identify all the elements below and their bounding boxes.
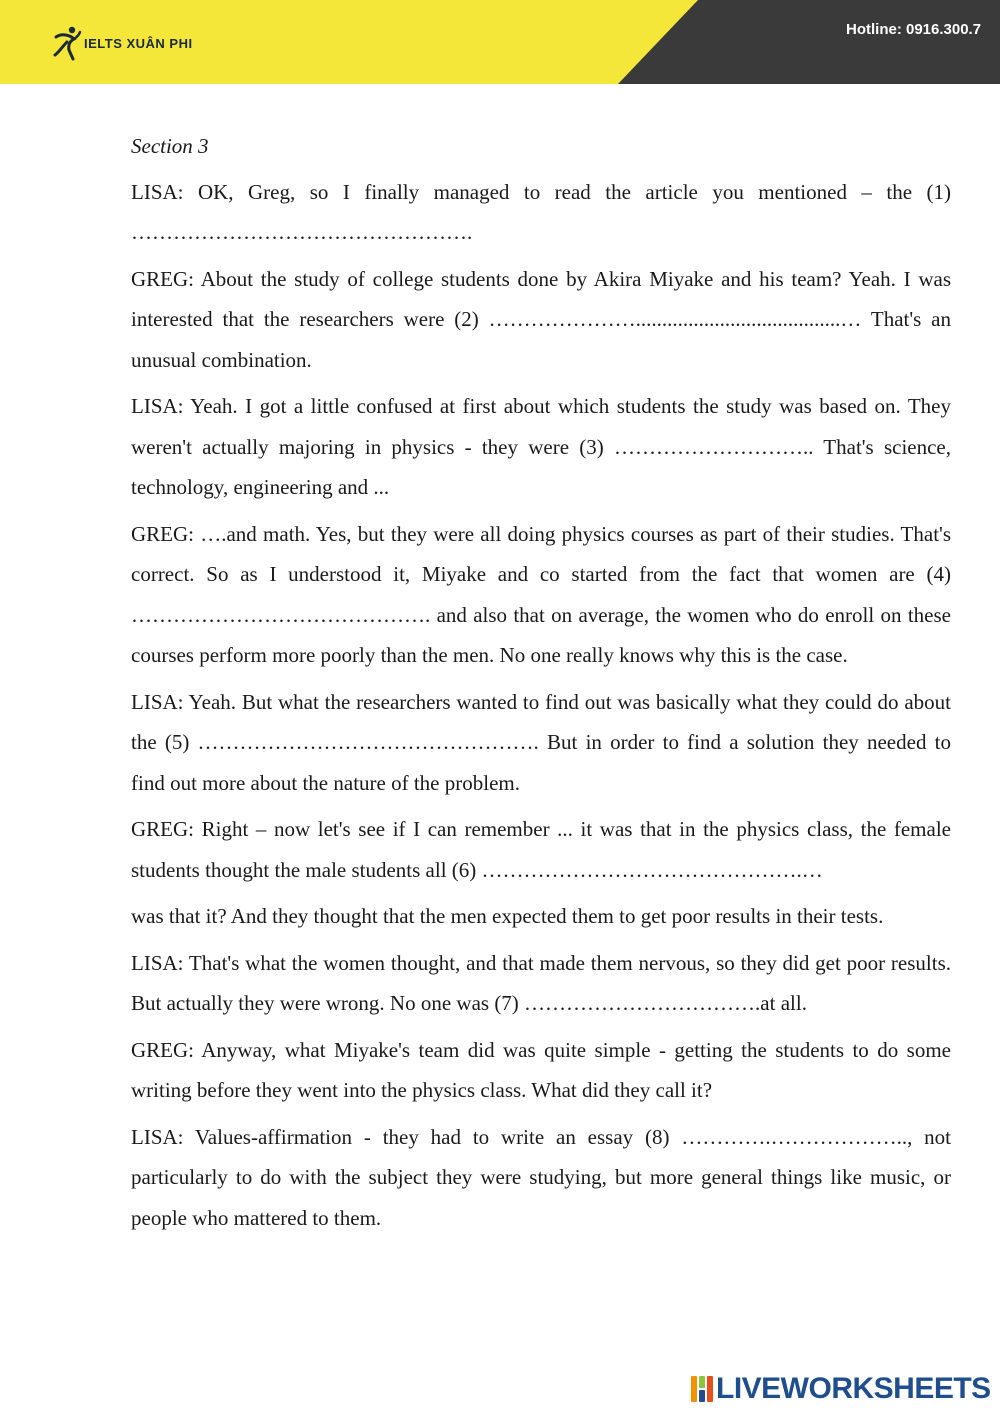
watermark-text: LIVEWORKSHEETS — [716, 1372, 991, 1405]
brand-name: IELTS XUÂN PHI — [84, 35, 193, 51]
liveworksheets-logo-icon — [690, 1374, 716, 1404]
paragraph-7: was that it? And they thought that the men expected them to get poor results in their tests. — [131, 904, 884, 928]
hotline-text: Hotline: 0916.300.7 — [846, 21, 982, 38]
paragraph-4: GREG: ….and math. Yes, but they were all doing physics courses as part of their studies. That's correct. So as I understood it, Miyake and co started from the fact that women are (4) ……………………………………. and also that on average, the women who do enroll on these courses perform more poorly than the men. No one really knows why this is the case. — [131, 521, 951, 667]
page-header — [0, 0, 1000, 84]
paragraph-2: GREG: About the study of college students done by Akira Miyake and his team? Yeah. I was interested that the researchers were (2) ………………….......................................… That's an unusual combination. — [131, 266, 951, 372]
paragraph-1: LISA: OK, Greg, so I finally managed to read the article you mentioned – the (1) …………………………………………. — [131, 179, 951, 244]
paragraph-5: LISA: Yeah. But what the researchers wanted to find out was basically what they could do about the (5) …………………………………………. But in order to find a solution they needed to find out more about the nature of the problem. — [131, 689, 951, 795]
brand-logo — [52, 24, 193, 62]
paragraph-9: GREG: Anyway, what Miyake's team did was quite simple - getting the students to do some writing before they went into the physics class. What did they call it? — [131, 1037, 951, 1102]
section-title: Section 3 — [131, 134, 209, 158]
liveworksheets-watermark — [690, 1372, 991, 1406]
transcript — [131, 126, 951, 1244]
paragraph-8: LISA: That's what the women thought, and that made them nervous, so they did get poor results. But actually they were wrong. No one was (7) …………………………….at all. — [131, 950, 951, 1015]
paragraph-10: LISA: Values-affirmation - they had to write an essay (8) ………….……………….., not particularly to do with the subject they were studying, but more general things like music, or people who mattered to them. — [131, 1124, 951, 1230]
paragraph-3: LISA: Yeah. I got a little confused at first about which students the study was based on. They weren't actually majoring in physics - they were (3) ……………………….. That's science, technology, engineering and ... — [131, 394, 951, 499]
paragraph-6: GREG: Right – now let's see if I can remember ... it was that in the physics class, the female students thought the male students all (6) ……………………………………….… — [131, 817, 951, 882]
runner-logo-icon — [52, 25, 82, 61]
